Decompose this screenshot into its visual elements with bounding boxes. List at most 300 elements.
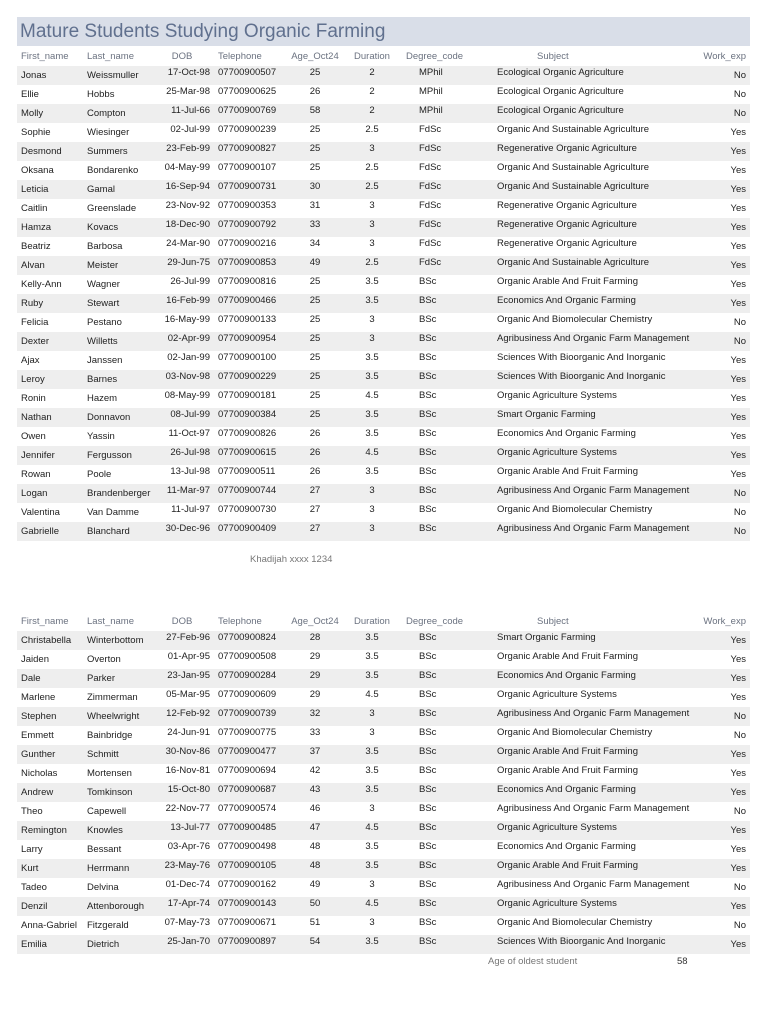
cell-dob: 29-Jun-75	[167, 257, 210, 268]
cell-last-name: Kovacs	[87, 222, 119, 233]
header-work-exp: Work_exp	[703, 616, 746, 627]
cell-degree-code: BSc	[419, 504, 437, 515]
cell-dob: 16-Nov-81	[165, 765, 210, 776]
cell-work-exp: No	[733, 806, 746, 817]
cell-dob: 01-Dec-74	[165, 879, 210, 890]
cell-dob: 08-May-99	[164, 390, 210, 401]
cell-subject: Economics And Organic Farming	[497, 670, 636, 681]
header-subject: Subject	[537, 51, 569, 62]
cell-last-name: Van Damme	[87, 507, 140, 518]
cell-first-name: Dale	[21, 673, 41, 684]
cell-age: 27	[309, 523, 321, 534]
cell-telephone: 07700900730	[218, 504, 277, 515]
cell-telephone: 07700900827	[218, 143, 277, 154]
cell-subject: Organic And Biomolecular Chemistry	[497, 314, 653, 325]
cell-work-exp: Yes	[730, 203, 746, 214]
cell-age: 29	[309, 689, 321, 700]
cell-last-name: Bondarenko	[87, 165, 139, 176]
cell-first-name: Caitlin	[21, 203, 48, 214]
cell-work-exp: No	[733, 526, 746, 537]
cell-subject: Organic And Sustainable Agriculture	[497, 181, 650, 192]
cell-telephone: 07700900284	[218, 670, 277, 681]
cell-telephone: 07700900477	[218, 746, 277, 757]
cell-work-exp: Yes	[730, 673, 746, 684]
cell-work-exp: No	[733, 730, 746, 741]
cell-first-name: Andrew	[21, 787, 54, 798]
cell-age: 48	[309, 860, 321, 871]
cell-age: 25	[309, 143, 321, 154]
cell-dob: 11-Mar-97	[166, 485, 210, 496]
cell-subject: Economics And Organic Farming	[497, 428, 636, 439]
cell-duration: 3	[369, 727, 375, 738]
cell-age: 33	[309, 727, 321, 738]
cell-duration: 2	[369, 86, 375, 97]
summary-row	[17, 952, 750, 971]
cell-degree-code: BSc	[419, 333, 437, 344]
cell-work-exp: No	[733, 317, 746, 328]
cell-first-name: Ruby	[21, 298, 44, 309]
cell-dob: 05-Mar-95	[166, 689, 210, 700]
cell-duration: 3.5	[365, 295, 379, 306]
cell-first-name: Denzil	[21, 901, 48, 912]
cell-subject: Ecological Organic Agriculture	[497, 105, 624, 116]
cell-work-exp: No	[733, 882, 746, 893]
cell-last-name: Compton	[87, 108, 126, 119]
cell-first-name: Jennifer	[21, 450, 55, 461]
cell-age: 31	[309, 200, 321, 211]
cell-first-name: Logan	[21, 488, 48, 499]
cell-dob: 23-Feb-99	[166, 143, 210, 154]
cell-degree-code: BSc	[419, 898, 437, 909]
cell-subject: Organic Arable And Fruit Farming	[497, 860, 638, 871]
cell-first-name: Nicholas	[21, 768, 58, 779]
cell-subject: Organic Arable And Fruit Farming	[497, 276, 638, 287]
cell-last-name: Dietrich	[87, 939, 120, 950]
header-degree-code: Degree_code	[406, 51, 464, 62]
cell-age: 25	[309, 67, 321, 78]
cell-duration: 3.5	[365, 784, 379, 795]
cell-last-name: Parker	[87, 673, 115, 684]
cell-degree-code: FdSc	[419, 162, 442, 173]
cell-work-exp: No	[733, 70, 746, 81]
cell-first-name: Gunther	[21, 749, 56, 760]
cell-last-name: Wagner	[87, 279, 120, 290]
cell-work-exp: Yes	[730, 844, 746, 855]
cell-duration: 3.5	[365, 371, 379, 382]
cell-duration: 4.5	[365, 822, 379, 833]
cell-telephone: 07700900775	[218, 727, 277, 738]
cell-work-exp: Yes	[730, 654, 746, 665]
cell-subject: Agribusiness And Organic Farm Management	[497, 333, 690, 344]
cell-last-name: Blanchard	[87, 526, 130, 537]
cell-duration: 3.5	[365, 765, 379, 776]
cell-last-name: Wiesinger	[87, 127, 130, 138]
cell-work-exp: Yes	[730, 768, 746, 779]
cell-last-name: Fitzgerald	[87, 920, 129, 931]
cell-telephone: 07700900507	[218, 67, 277, 78]
cell-duration: 3	[369, 143, 375, 154]
header-age: Age_Oct24	[291, 616, 339, 627]
cell-subject: Organic And Sustainable Agriculture	[497, 124, 650, 135]
cell-dob: 12-Feb-92	[166, 708, 210, 719]
cell-first-name: Emilia	[21, 939, 47, 950]
cell-last-name: Stewart	[87, 298, 120, 309]
cell-last-name: Tomkinson	[87, 787, 133, 798]
cell-age: 26	[309, 447, 321, 458]
cell-degree-code: BSc	[419, 746, 437, 757]
cell-duration: 2	[369, 105, 375, 116]
cell-work-exp: Yes	[730, 298, 746, 309]
cell-age: 47	[309, 822, 321, 833]
cell-dob: 07-May-73	[164, 917, 210, 928]
cell-dob: 11-Jul-66	[171, 105, 210, 116]
cell-dob: 03-Nov-98	[165, 371, 210, 382]
cell-dob: 16-Sep-94	[165, 181, 210, 192]
cell-last-name: Zimmerman	[87, 692, 138, 703]
cell-work-exp: Yes	[730, 146, 746, 157]
cell-degree-code: BSc	[419, 765, 437, 776]
table-section-2	[17, 612, 750, 954]
cell-degree-code: BSc	[419, 352, 437, 363]
cell-telephone: 07700900954	[218, 333, 277, 344]
cell-work-exp: No	[733, 89, 746, 100]
header-first-name: First_name	[21, 51, 69, 62]
cell-last-name: Bainbridge	[87, 730, 133, 741]
cell-first-name: Oksana	[21, 165, 54, 176]
cell-last-name: Willetts	[87, 336, 118, 347]
cell-work-exp: Yes	[730, 692, 746, 703]
cell-degree-code: FdSc	[419, 257, 442, 268]
cell-degree-code: BSc	[419, 390, 437, 401]
cell-duration: 2.5	[365, 181, 379, 192]
cell-degree-code: FdSc	[419, 219, 442, 230]
cell-first-name: Ronin	[21, 393, 46, 404]
cell-last-name: Knowles	[87, 825, 123, 836]
cell-telephone: 07700900792	[218, 219, 277, 230]
cell-first-name: Jaiden	[21, 654, 49, 665]
cell-duration: 3	[369, 879, 375, 890]
cell-degree-code: BSc	[419, 276, 437, 287]
cell-work-exp: Yes	[730, 222, 746, 233]
cell-age: 46	[309, 803, 321, 814]
cell-first-name: Kelly-Ann	[21, 279, 62, 290]
cell-first-name: Tadeo	[21, 882, 47, 893]
cell-telephone: 07700900181	[218, 390, 277, 401]
cell-subject: Sciences With Bioorganic And Inorganic	[497, 936, 666, 947]
cell-degree-code: FdSc	[419, 181, 442, 192]
cell-first-name: Ellie	[21, 89, 39, 100]
cell-subject: Organic Agriculture Systems	[497, 689, 617, 700]
cell-first-name: Jonas	[21, 70, 47, 81]
cell-last-name: Mortensen	[87, 768, 132, 779]
cell-telephone: 07700900409	[218, 523, 277, 534]
cell-subject: Economics And Organic Farming	[497, 295, 636, 306]
cell-subject: Economics And Organic Farming	[497, 841, 636, 852]
header-telephone: Telephone	[218, 616, 262, 627]
cell-degree-code: BSc	[419, 447, 437, 458]
cell-age: 33	[309, 219, 321, 230]
cell-subject: Organic Arable And Fruit Farming	[497, 466, 638, 477]
header-duration: Duration	[354, 51, 390, 62]
cell-age: 25	[309, 352, 321, 363]
cell-work-exp: No	[733, 108, 746, 119]
header-degree-code: Degree_code	[406, 616, 464, 627]
cell-work-exp: Yes	[730, 749, 746, 760]
cell-telephone: 07700900239	[218, 124, 277, 135]
cell-degree-code: BSc	[419, 822, 437, 833]
cell-degree-code: BSc	[419, 936, 437, 947]
cell-work-exp: Yes	[730, 412, 746, 423]
cell-dob: 27-Feb-96	[166, 632, 210, 643]
cell-telephone: 07700900162	[218, 879, 277, 890]
cell-dob: 17-Apr-74	[167, 898, 210, 909]
cell-first-name: Christabella	[21, 635, 72, 646]
cell-work-exp: Yes	[730, 355, 746, 366]
cell-duration: 3.5	[365, 352, 379, 363]
author-footer: Khadijah xxxx 1234	[250, 554, 333, 565]
cell-subject: Agribusiness And Organic Farm Management	[497, 485, 690, 496]
cell-telephone: 07700900897	[218, 936, 277, 947]
cell-dob: 13-Jul-98	[170, 466, 210, 477]
cell-duration: 3	[369, 200, 375, 211]
cell-dob: 26-Jul-99	[170, 276, 210, 287]
cell-last-name: Bessant	[87, 844, 122, 855]
cell-work-exp: Yes	[730, 450, 746, 461]
header-subject: Subject	[537, 616, 569, 627]
cell-subject: Regenerative Organic Agriculture	[497, 219, 637, 230]
cell-subject: Organic And Sustainable Agriculture	[497, 162, 650, 173]
cell-age: 29	[309, 670, 321, 681]
cell-duration: 3	[369, 523, 375, 534]
cell-subject: Agribusiness And Organic Farm Management	[497, 879, 690, 890]
cell-last-name: Brandenberger	[87, 488, 151, 499]
cell-degree-code: BSc	[419, 689, 437, 700]
header-dob: DOB	[171, 51, 193, 62]
cell-duration: 3	[369, 803, 375, 814]
cell-dob: 01-Apr-95	[167, 651, 210, 662]
cell-degree-code: BSc	[419, 428, 437, 439]
cell-last-name: Schmitt	[87, 749, 119, 760]
cell-degree-code: BSc	[419, 523, 437, 534]
cell-telephone: 07700900739	[218, 708, 277, 719]
cell-last-name: Greenslade	[87, 203, 137, 214]
cell-last-name: Capewell	[87, 806, 127, 817]
cell-age: 27	[309, 504, 321, 515]
cell-subject: Ecological Organic Agriculture	[497, 67, 624, 78]
cell-duration: 3	[369, 238, 375, 249]
cell-work-exp: Yes	[730, 787, 746, 798]
cell-telephone: 07700900744	[218, 485, 277, 496]
cell-age: 25	[309, 409, 321, 420]
cell-last-name: Winterbottom	[87, 635, 144, 646]
cell-last-name: Barnes	[87, 374, 118, 385]
cell-telephone: 07700900229	[218, 371, 277, 382]
cell-subject: Sciences With Bioorganic And Inorganic	[497, 352, 666, 363]
cell-age: 58	[309, 105, 321, 116]
cell-degree-code: BSc	[419, 409, 437, 420]
cell-subject: Organic And Biomolecular Chemistry	[497, 727, 653, 738]
cell-first-name: Marlene	[21, 692, 56, 703]
header-work-exp: Work_exp	[703, 51, 746, 62]
cell-first-name: Desmond	[21, 146, 62, 157]
cell-duration: 2.5	[365, 257, 379, 268]
cell-subject: Organic Arable And Fruit Farming	[497, 746, 638, 757]
header-age: Age_Oct24	[291, 51, 339, 62]
cell-telephone: 07700900498	[218, 841, 277, 852]
cell-subject: Organic Agriculture Systems	[497, 822, 617, 833]
cell-work-exp: Yes	[730, 279, 746, 290]
cell-age: 25	[309, 276, 321, 287]
cell-age: 26	[309, 428, 321, 439]
cell-work-exp: Yes	[730, 127, 746, 138]
cell-first-name: Valentina	[21, 507, 60, 518]
cell-dob: 11-Oct-97	[168, 428, 210, 439]
cell-age: 54	[309, 936, 321, 947]
cell-work-exp: No	[733, 507, 746, 518]
header-last-name: Last_name	[87, 51, 135, 62]
cell-degree-code: FdSc	[419, 124, 442, 135]
cell-last-name: Overton	[87, 654, 121, 665]
cell-work-exp: Yes	[730, 939, 746, 950]
cell-first-name: Leroy	[21, 374, 45, 385]
cell-first-name: Rowan	[21, 469, 51, 480]
cell-last-name: Hobbs	[87, 89, 115, 100]
cell-work-exp: Yes	[730, 184, 746, 195]
cell-last-name: Janssen	[87, 355, 123, 366]
cell-degree-code: BSc	[419, 708, 437, 719]
cell-subject: Organic And Biomolecular Chemistry	[497, 504, 653, 515]
cell-dob: 16-May-99	[164, 314, 210, 325]
cell-degree-code: MPhil	[419, 86, 443, 97]
cell-work-exp: Yes	[730, 635, 746, 646]
cell-dob: 11-Jul-97	[171, 504, 210, 515]
cell-last-name: Summers	[87, 146, 128, 157]
cell-telephone: 07700900731	[218, 181, 277, 192]
cell-last-name: Pestano	[87, 317, 122, 328]
cell-last-name: Hazem	[87, 393, 118, 404]
cell-degree-code: BSc	[419, 803, 437, 814]
cell-dob: 30-Dec-96	[165, 523, 210, 534]
cell-subject: Regenerative Organic Agriculture	[497, 238, 637, 249]
cell-degree-code: FdSc	[419, 238, 442, 249]
cell-subject: Organic Arable And Fruit Farming	[497, 651, 638, 662]
cell-last-name: Yassin	[87, 431, 115, 442]
cell-work-exp: Yes	[730, 431, 746, 442]
cell-dob: 25-Mar-98	[166, 86, 210, 97]
cell-degree-code: MPhil	[419, 67, 443, 78]
cell-work-exp: No	[733, 336, 746, 347]
cell-telephone: 07700900508	[218, 651, 277, 662]
cell-duration: 3	[369, 504, 375, 515]
cell-subject: Regenerative Organic Agriculture	[497, 200, 637, 211]
cell-first-name: Hamza	[21, 222, 52, 233]
cell-subject: Organic Arable And Fruit Farming	[497, 765, 638, 776]
cell-telephone: 07700900133	[218, 314, 277, 325]
cell-dob: 16-Feb-99	[166, 295, 210, 306]
header-first-name: First_name	[21, 616, 69, 627]
cell-degree-code: MPhil	[419, 105, 443, 116]
cell-age: 37	[309, 746, 321, 757]
cell-age: 25	[309, 314, 321, 325]
cell-duration: 3.5	[365, 860, 379, 871]
cell-age: 51	[309, 917, 321, 928]
cell-last-name: Poole	[87, 469, 112, 480]
cell-telephone: 07700900687	[218, 784, 277, 795]
cell-age: 29	[309, 651, 321, 662]
cell-duration: 2	[369, 67, 375, 78]
cell-dob: 24-Jun-91	[167, 727, 210, 738]
cell-degree-code: BSc	[419, 841, 437, 852]
cell-telephone: 07700900466	[218, 295, 277, 306]
cell-age: 30	[309, 181, 321, 192]
cell-subject: Sciences With Bioorganic And Inorganic	[497, 371, 666, 382]
cell-duration: 4.5	[365, 447, 379, 458]
cell-first-name: Felicia	[21, 317, 49, 328]
cell-age: 27	[309, 485, 321, 496]
cell-subject: Agribusiness And Organic Farm Management	[497, 523, 690, 534]
cell-dob: 25-Jan-70	[167, 936, 210, 947]
cell-subject: Organic And Sustainable Agriculture	[497, 257, 650, 268]
cell-work-exp: Yes	[730, 165, 746, 176]
cell-subject: Organic And Biomolecular Chemistry	[497, 917, 653, 928]
cell-duration: 3	[369, 219, 375, 230]
cell-first-name: Larry	[21, 844, 43, 855]
cell-subject: Regenerative Organic Agriculture	[497, 143, 637, 154]
cell-first-name: Emmett	[21, 730, 54, 741]
report-title: Mature Students Studying Organic Farming	[17, 17, 750, 46]
cell-last-name: Delvina	[87, 882, 119, 893]
cell-degree-code: BSc	[419, 314, 437, 325]
cell-degree-code: BSc	[419, 632, 437, 643]
cell-telephone: 07700900485	[218, 822, 277, 833]
cell-telephone: 07700900100	[218, 352, 277, 363]
header-duration: Duration	[354, 616, 390, 627]
cell-degree-code: BSc	[419, 860, 437, 871]
cell-dob: 15-Oct-80	[167, 784, 210, 795]
cell-duration: 3.5	[365, 936, 379, 947]
cell-first-name: Owen	[21, 431, 46, 442]
cell-dob: 02-Jan-99	[167, 352, 210, 363]
cell-duration: 3.5	[365, 428, 379, 439]
cell-duration: 3	[369, 314, 375, 325]
cell-degree-code: BSc	[419, 466, 437, 477]
cell-telephone: 07700900574	[218, 803, 277, 814]
cell-work-exp: Yes	[730, 863, 746, 874]
cell-first-name: Leticia	[21, 184, 49, 195]
cell-age: 28	[309, 632, 321, 643]
cell-age: 26	[309, 466, 321, 477]
cell-telephone: 07700900216	[218, 238, 277, 249]
cell-work-exp: Yes	[730, 374, 746, 385]
table-row	[17, 522, 750, 541]
cell-telephone: 07700900609	[218, 689, 277, 700]
cell-duration: 2.5	[365, 162, 379, 173]
cell-age: 49	[309, 879, 321, 890]
cell-degree-code: FdSc	[419, 200, 442, 211]
cell-last-name: Weissmuller	[87, 70, 139, 81]
cell-duration: 3.5	[365, 409, 379, 420]
cell-telephone: 07700900853	[218, 257, 277, 268]
cell-dob: 23-May-76	[164, 860, 210, 871]
cell-work-exp: Yes	[730, 901, 746, 912]
cell-age: 25	[309, 371, 321, 382]
cell-subject: Agribusiness And Organic Farm Management	[497, 803, 690, 814]
cell-telephone: 07700900511	[218, 466, 276, 477]
cell-work-exp: Yes	[730, 241, 746, 252]
cell-degree-code: BSc	[419, 485, 437, 496]
cell-age: 25	[309, 162, 321, 173]
cell-telephone: 07700900769	[218, 105, 277, 116]
